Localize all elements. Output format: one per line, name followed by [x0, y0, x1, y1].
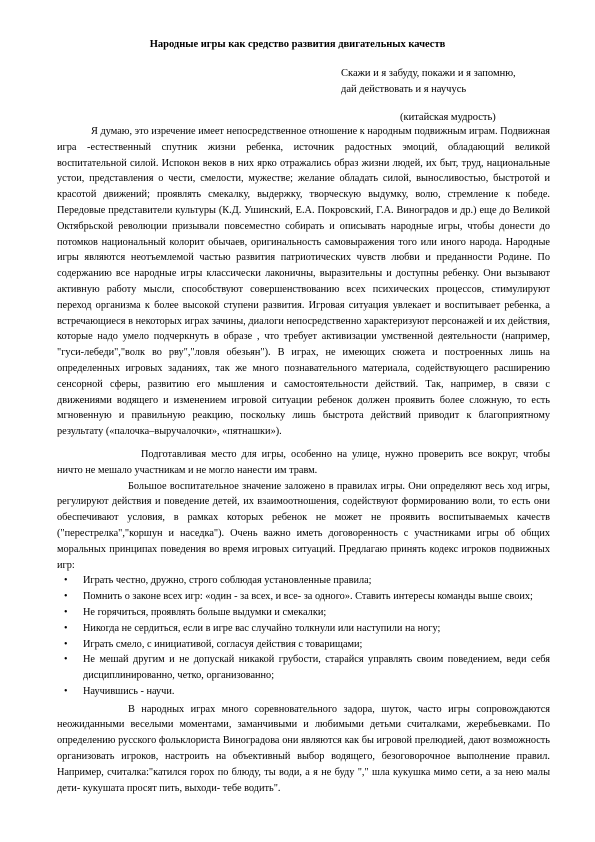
bullet-icon: •: [64, 606, 68, 618]
epigraph-line-2: дай действовать и я научусь: [341, 84, 467, 95]
bullet-icon: •: [64, 638, 68, 650]
list-item: [57, 684, 550, 700]
list-item: [57, 605, 550, 621]
list-item-text: Никогда не сердиться, если в игре вас случайно толкнули или наступили на ногу;: [83, 622, 441, 634]
list-item-text: Не горячиться, проявлять больше выдумки и смекалки;: [83, 606, 327, 618]
players-code-list: [57, 573, 550, 699]
bullet-icon: •: [64, 685, 68, 697]
paragraph-counting-rhymes: В народных играх много соревновательного задора, шуток, часто игры сопровождаются неожиданными веселыми моментами, заманчивыми и любимыми детьми считалками, жеребьевками. По определению русского фольклориста Виноградова они являются как бы игровой прелюдией, дают возможность организовать игроков, настроить на объективный выбор водящего, безоговорочное выполнение правил. Например, считалка:"катился горох по блюду, ты води, а я не буду "," шла кукушка мимо сети, а за нею малы дети- кукушата просят пить, выходи- тебе водить".: [57, 703, 550, 794]
paragraph-preparation: Подготавливая место для игры, особенно на улице, нужно проверить все вокруг, чтобы ничто не мешало участникам и не могло нанести им травм.: [57, 448, 550, 476]
epigraph-line-1: Скажи и я забуду, покажи и я запомню,: [341, 68, 516, 79]
epigraph-source: (китайская мудрость): [400, 112, 496, 123]
bullet-icon: •: [64, 575, 68, 587]
list-item: [57, 573, 550, 589]
document-title: Народные игры как средство развития двигательных качеств: [149, 39, 446, 50]
list-item: [57, 637, 550, 653]
paragraph-intro: Я думаю, это изречение имеет непосредственное отношение к народным подвижным играм. Подвижная игра -естественный спутник жизни ребенка, источник радостных эмоций, обладающий великой воспитательной силой. Испокон веков в них ярко отражались образ жизни людей, их быт, труд, национальные устои, представления о чести, смелости, мужестве; желание обладать силой, выносливостью, быстротой и красотой движений; проявлять смекалку, выдержку, творческую выдумку, волю, стремление к победе. Передовые представители культуры (К.Д. Ушинский, Е.А. Покровский, Г.А. Виноградов и др.) еще до Великой Октябрьской революции призывали повсеместно собирать и описывать народные игры, чтобы донести до потомков национальный колорит обычаев, оригинальность самовыражения того или иного народа. Народные игры являются неотъемлемой частью развития патриотических чувств любви и преданности Родине. По содержанию все народные игры классически лаконичны, выразительны и доступны ребенку. Они вызывают активную работу мысли, способствуют совершенствованию всех психических процессов, стимулируют переход организма к более высокой ступени развития. Игровая ситуация увлекает и воспитывает ребенка, а встречающиеся в некоторых играх зачины, диалоги непосредственно характеризуют персонажей и их действия, которые надо умело подчеркнуть в образе , что требует активизации умственной деятельности (например, "гуси-лебеди","волк во рву","ловля обезьян"). В играх, не имеющих сюжета и построенных лишь на определенных игровых заданиях, так же много познавательного материала, содействующего расширению сенсорной сферы, развитию его мышления и самостоятельности действий. Так, например, в связи с движениями водящего и изменением игровой ситуации ребенок должен проявить более сложную, то есть мгновенную и правильную реакцию, поскольку лишь быстрота действий приводит к благоприятному результату («палочка–выручалочки», «пятнашки»).: [57, 126, 550, 438]
paragraph-rules-intro: Большое воспитательное значение заложено в правилах игры. Они определяют весь ход игры, регулируют действия и поведение детей, их взаимоотношения, содействуют формированию воли, то есть они обеспечивают условия, в рамках которых ребенок не может не проявить воспитываемых качеств ("перестрелка","коршун и наседка"). Очень важно иметь договоренность с участниками игры об общих моральных принципах поведения во время игровых ситуаций. Предлагаю принять кодекс игроков подвижных игр:: [57, 480, 550, 571]
list-item-text: Играть смело, с инициативой, согласуя действия с товарищами;: [83, 638, 363, 650]
list-item: [57, 652, 550, 684]
bullet-icon: •: [64, 622, 68, 634]
list-item: [57, 621, 550, 637]
bullet-icon: •: [64, 654, 68, 666]
list-item-text: Научившись - научи.: [83, 685, 175, 697]
epigraph: [341, 66, 571, 98]
bullet-icon: •: [64, 591, 68, 603]
list-item-text: Помнить о законе всех игр: «один - за всех, и все- за одного». Ставить интересы команды выше своих;: [83, 591, 533, 603]
list-item-text: Не мешай другим и не допускай никакой грубости, старайся управлять своим поведением, веди себя дисциплинированно, четко, организованно;: [83, 654, 550, 682]
list-item-text: Играть честно, дружно, строго соблюдая установленные правила;: [83, 575, 372, 587]
list-item: [57, 589, 550, 605]
document-body: [57, 124, 550, 796]
